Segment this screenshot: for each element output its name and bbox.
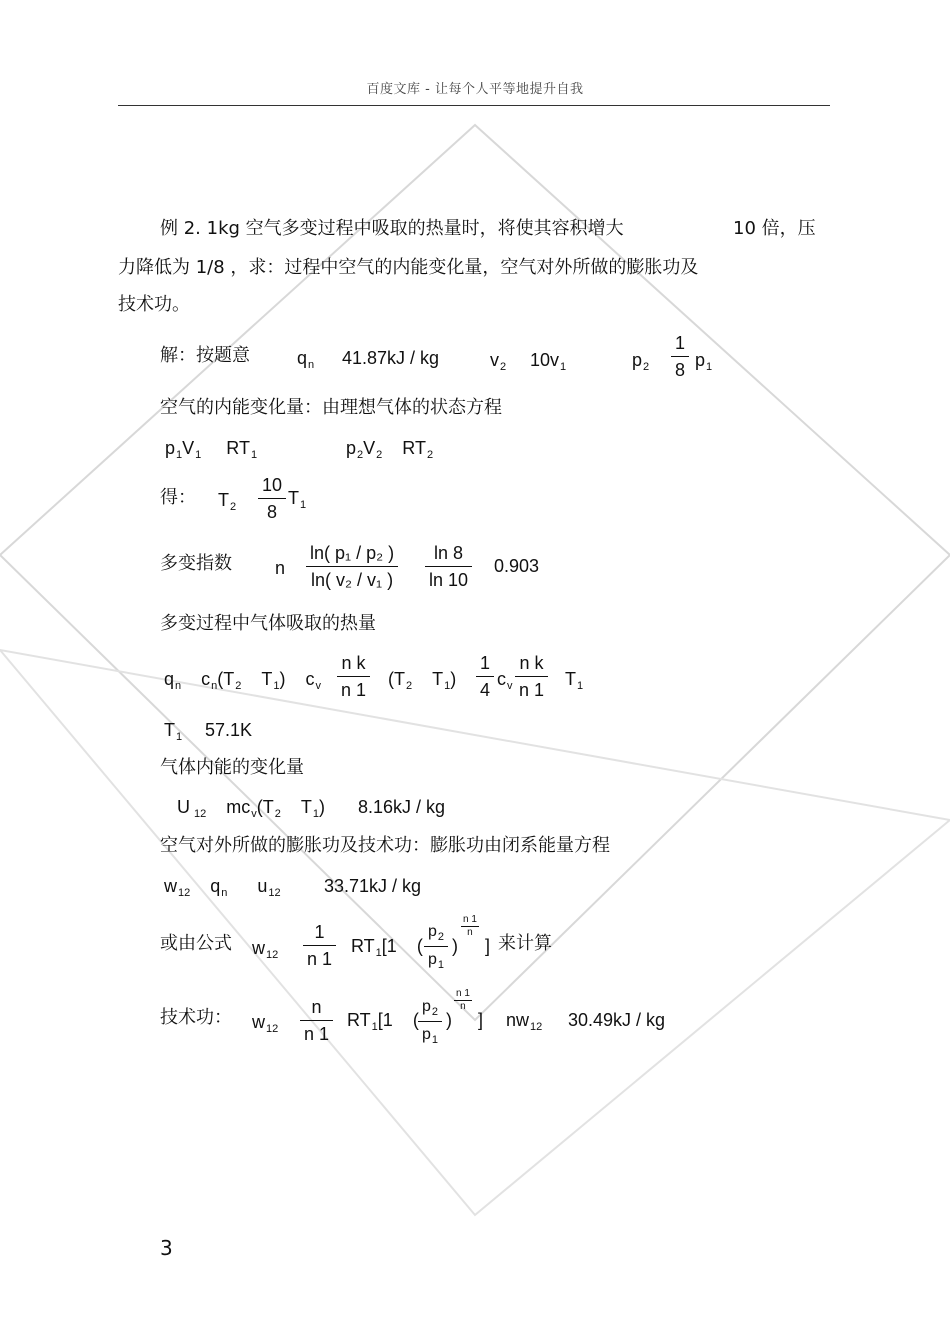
heat-fraction-quarter: $\frac{1}{4}$	[476, 650, 494, 703]
heat-fraction-nk-2: $\frac{\text{n k}}{n 1}$	[515, 650, 548, 703]
t1-result-symbol: $T_1$	[164, 720, 183, 743]
work-heading: 空气对外所做的膨胀功及技术功：膨胀功由闭系能量方程	[160, 835, 610, 856]
v2-symbol: $v_2$	[490, 350, 507, 373]
state-eq-2: $p_2V_2$ $RT_2$	[346, 438, 434, 461]
w-equation: $w_{12}$ $q_n$ $u_{12}$	[164, 876, 281, 899]
t-fraction: $\frac{10}{8}$	[258, 472, 286, 525]
formula-p-ratio: $\frac{p_2}{p_1}$	[424, 919, 448, 974]
tech-bracket: ]	[478, 1010, 484, 1030]
heat-t1: $T_1$	[565, 669, 584, 692]
formula-w12: $w_{12}$	[252, 938, 279, 961]
internal-energy-heading: 空气的内能变化量：由理想气体的状态方程	[160, 397, 502, 418]
problem-line-3: 技术功。	[118, 294, 190, 315]
heat-eq-mid: ($T_2$ $T_1$)	[388, 669, 457, 692]
formula-rt: $RT_1[1$ (	[351, 936, 423, 959]
formula-exponent: $\frac{n 1}{n}$	[463, 914, 477, 938]
du-equation: U $_{12}$ $mc_v(T_2$ $T_1$)	[177, 797, 341, 820]
problem-line-1: 例 2. 1kg 空气多变过程中吸取的热量时，将使其容积增大	[160, 218, 624, 239]
formula-bracket: ]	[485, 936, 491, 956]
state-eq-1: $p_1V_1$ $RT_1$	[165, 438, 258, 461]
tech-label: 技术功：	[160, 1007, 232, 1028]
heat-eq-left: $q_n$ $c_n(T_2$ $T_1$) $c_v$	[164, 669, 322, 692]
poly-fraction-1: $\frac{\text{ln( p₁ / p₂ )}}{\text{ln( v₂ / v₁ )}}$	[306, 540, 398, 593]
q-value: 41.87kJ / kg	[342, 348, 440, 368]
t1-symbol: $T_1$	[288, 488, 307, 511]
q-symbol: $q_n$	[297, 348, 315, 371]
p2-symbol: $p_2$	[632, 350, 650, 373]
heat-fraction-nk: $\frac{\text{n k}}{n 1}$	[337, 650, 370, 703]
tech-exponent: $\frac{n 1}{n}$	[456, 988, 470, 1012]
poly-index-label: 多变指数	[160, 553, 232, 574]
v-relation: $10v_1$	[530, 350, 567, 373]
solution-label: 解：按题意	[160, 345, 250, 366]
tech-value: 30.49kJ / kg	[568, 1010, 666, 1030]
t2-symbol: $T_2$	[218, 490, 237, 513]
formula-tail: 来计算	[498, 933, 552, 954]
p-fraction: $\frac{1}{8}$	[671, 330, 689, 383]
t1-value: 57.1K	[205, 720, 253, 740]
tech-fraction: $\frac{n}{n 1}$	[300, 994, 333, 1047]
page-number: 3	[160, 1236, 173, 1260]
tech-rt: $RT_1[1$ (	[347, 1010, 419, 1033]
de-label: 得：	[160, 487, 196, 508]
problem-line-2: 力降低为 1/8 ，求：过程中空气的内能变化量，空气对外所做的膨胀功及	[118, 257, 699, 278]
n-symbol: n	[275, 558, 286, 578]
tech-nw: $nw_{12}$	[506, 1010, 543, 1033]
poly-index-value: 0.903	[494, 556, 540, 576]
formula-close-paren: )	[452, 936, 458, 956]
p1-symbol: $p_1$	[695, 350, 713, 373]
w-value: 33.71kJ / kg	[324, 876, 422, 896]
heat-heading: 多变过程中气体吸取的热量	[160, 613, 376, 634]
tech-w12: $w_{12}$	[252, 1012, 279, 1035]
heat-cv: $c_v$	[497, 669, 513, 692]
page-header: 百度文库 - 让每个人平等地提升自我	[366, 82, 584, 97]
tech-close-paren: )	[446, 1010, 452, 1030]
du-heading: 气体内能的变化量	[160, 757, 304, 778]
formula-fraction: $\frac{1}{n 1}$	[303, 919, 336, 972]
formula-label: 或由公式	[160, 933, 232, 954]
problem-line-1-tail: 10 倍，压	[733, 218, 816, 239]
poly-fraction-2: $\frac{\ln 8}{\ln 10}$	[425, 540, 472, 593]
header-rule	[118, 105, 830, 106]
du-value: 8.16kJ / kg	[358, 797, 446, 817]
tech-p-ratio: $\frac{p_2}{p_1}$	[418, 994, 442, 1049]
